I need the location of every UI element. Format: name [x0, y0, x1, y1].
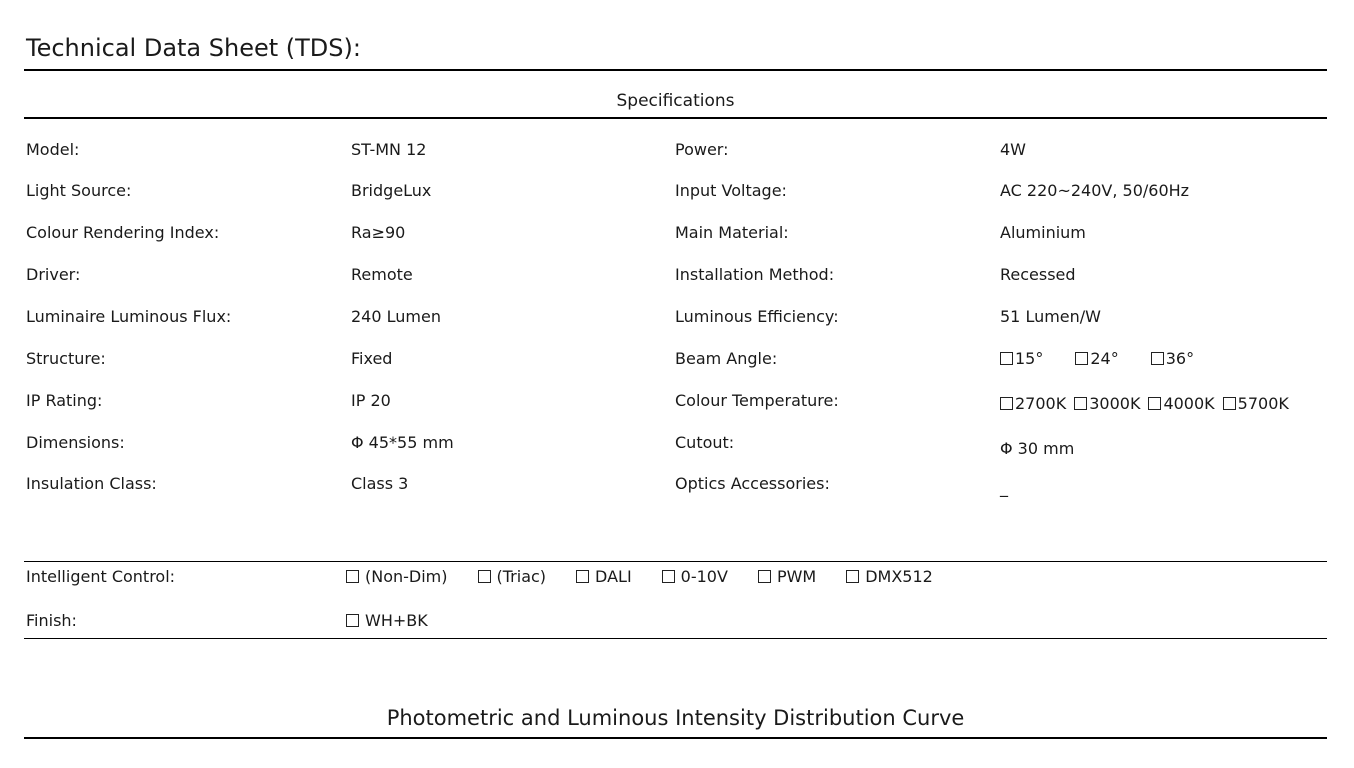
- checkbox-icon[interactable]: [346, 614, 359, 627]
- spec-row-insulation: [0, 470, 1354, 498]
- checkbox-icon[interactable]: [576, 570, 589, 583]
- checkbox-icon[interactable]: [846, 570, 859, 583]
- beam-angle-label: Beam Angle:: [675, 349, 778, 368]
- insulation-value: Class 3: [351, 474, 409, 493]
- power-value: 4W: [1000, 140, 1026, 159]
- model-label: Model:: [26, 140, 80, 159]
- colour-temp-option[interactable]: 3000K: [1074, 390, 1140, 418]
- checkbox-icon[interactable]: [1000, 397, 1013, 410]
- structure-value: Fixed: [351, 349, 393, 368]
- checkbox-icon[interactable]: [478, 570, 491, 583]
- checkbox-icon[interactable]: [662, 570, 675, 583]
- document-title: Technical Data Sheet (TDS):: [26, 34, 361, 62]
- spec-row-dimensions: [0, 429, 1354, 457]
- spec-row-ip-rating: [0, 387, 1354, 415]
- intelligent-control-options: [346, 562, 963, 592]
- spec-row-driver: [0, 261, 1354, 289]
- spec-row-model: [0, 136, 1354, 164]
- light-source-label: Light Source:: [26, 181, 132, 200]
- spec-row-cri: [0, 219, 1354, 247]
- checkbox-icon[interactable]: [346, 570, 359, 583]
- title-divider: [24, 69, 1327, 71]
- colour-temp-options: [1000, 390, 1297, 418]
- spec-row-flux: [0, 303, 1354, 331]
- checkbox-icon[interactable]: [758, 570, 771, 583]
- colour-temp-option[interactable]: 5700K: [1223, 390, 1289, 418]
- spec-row-light-source: [0, 177, 1354, 205]
- beam-angle-option[interactable]: 15°: [1000, 345, 1043, 373]
- structure-label: Structure:: [26, 349, 106, 368]
- control-option-dmx512[interactable]: DMX512: [846, 562, 933, 592]
- colour-temp-option[interactable]: 4000K: [1148, 390, 1214, 418]
- intelligent-control-row: [0, 562, 1354, 592]
- cutout-label: Cutout:: [675, 433, 735, 452]
- control-option-pwm[interactable]: PWM: [758, 562, 816, 592]
- material-value: Aluminium: [1000, 223, 1086, 242]
- finish-options: [346, 606, 458, 636]
- driver-value: Remote: [351, 265, 413, 284]
- beam-angle-option[interactable]: 24°: [1075, 345, 1118, 373]
- spec-row-structure: [0, 345, 1354, 373]
- cri-label: Colour Rendering Index:: [26, 223, 220, 242]
- input-voltage-value: AC 220~240V, 50/60Hz: [1000, 181, 1190, 200]
- photometric-heading: Photometric and Luminous Intensity Distribution Curve: [386, 706, 965, 730]
- finish-option-wh-bk[interactable]: WH+BK: [346, 606, 428, 636]
- control-option-0-10v[interactable]: 0-10V: [662, 562, 728, 592]
- dimensions-label: Dimensions:: [26, 433, 125, 452]
- model-value: ST-MN 12: [351, 140, 427, 159]
- light-source-value: BridgeLux: [351, 181, 432, 200]
- specifications-divider: [24, 117, 1327, 119]
- flux-value: 240 Lumen: [351, 307, 441, 326]
- checkbox-icon[interactable]: [1223, 397, 1236, 410]
- checkbox-icon[interactable]: [1075, 352, 1088, 365]
- driver-label: Driver:: [26, 265, 81, 284]
- efficiency-value: 51 Lumen/W: [1000, 307, 1101, 326]
- optics-label: Optics Accessories:: [675, 474, 830, 493]
- installation-value: Recessed: [1000, 265, 1076, 284]
- flux-label: Luminaire Luminous Flux:: [26, 307, 232, 326]
- cri-value: Ra≥90: [351, 223, 406, 242]
- material-label: Main Material:: [675, 223, 789, 242]
- colour-temp-label: Colour Temperature:: [675, 391, 839, 410]
- checkbox-icon[interactable]: [1148, 397, 1161, 410]
- photometric-divider: [24, 737, 1327, 739]
- intelligent-control-label: Intelligent Control:: [26, 567, 176, 586]
- beam-angle-options: [1000, 345, 1226, 373]
- ip-rating-label: IP Rating:: [26, 391, 103, 410]
- insulation-label: Insulation Class:: [26, 474, 157, 493]
- controls-bottom-divider: [24, 638, 1327, 639]
- checkbox-icon[interactable]: [1074, 397, 1087, 410]
- finish-row: [0, 606, 1354, 636]
- efficiency-label: Luminous Efficiency:: [675, 307, 839, 326]
- installation-label: Installation Method:: [675, 265, 835, 284]
- ip-rating-value: IP 20: [351, 391, 391, 410]
- specifications-heading: Specifications: [616, 91, 735, 111]
- checkbox-icon[interactable]: [1000, 352, 1013, 365]
- cutout-value: Φ 30 mm: [1000, 439, 1075, 458]
- optics-value: _: [1000, 478, 1008, 497]
- checkbox-icon[interactable]: [1151, 352, 1164, 365]
- finish-label: Finish:: [26, 611, 77, 630]
- dimensions-value: Φ 45*55 mm: [351, 433, 454, 452]
- input-voltage-label: Input Voltage:: [675, 181, 787, 200]
- beam-angle-option[interactable]: 36°: [1151, 345, 1194, 373]
- colour-temp-option[interactable]: 2700K: [1000, 390, 1066, 418]
- control-option-triac[interactable]: (Triac): [478, 562, 547, 592]
- control-option-dali[interactable]: DALI: [576, 562, 632, 592]
- control-option-non-dim[interactable]: (Non-Dim): [346, 562, 448, 592]
- power-label: Power:: [675, 140, 729, 159]
